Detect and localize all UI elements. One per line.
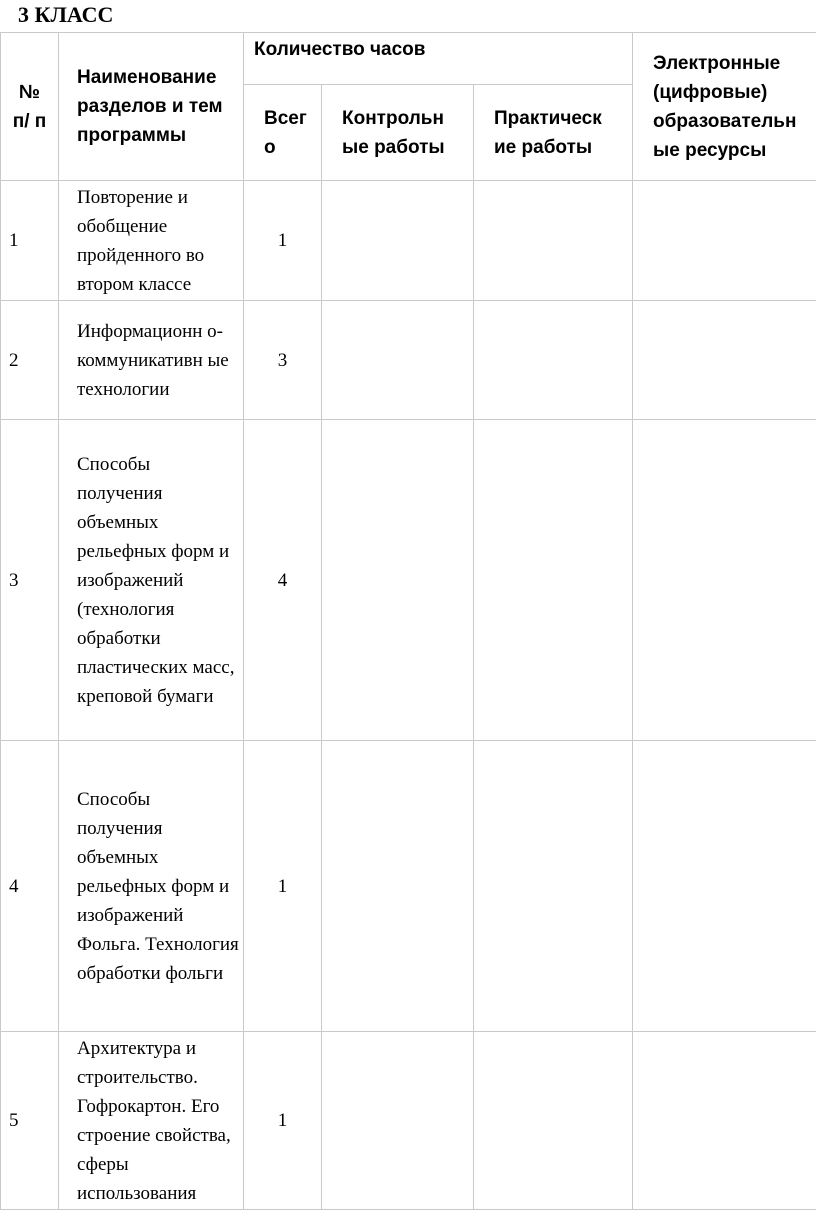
curriculum-table xyxy=(0,32,816,1210)
row-practical xyxy=(474,301,633,420)
row-name: Архитектура и строительство. Гофрокартон. Его строение свойства, сферы использования xyxy=(59,1032,244,1210)
row-resources xyxy=(633,301,816,420)
row-name: Способы получения объемных рельефных форм и изображений (технология обработки пластических масс, креповой бумаги xyxy=(59,420,244,741)
row-control xyxy=(322,1032,474,1210)
row-name: Повторение и обобщение пройденного во втором классе xyxy=(59,181,244,301)
row-total: 3 xyxy=(244,301,322,420)
row-practical xyxy=(474,741,633,1032)
table-row xyxy=(1,1032,816,1210)
row-name: Информационн о-коммуникативн ые технологии xyxy=(59,301,244,420)
header-practical: Практическ ие работы xyxy=(474,85,633,181)
header-control: Контрольн ые работы xyxy=(322,85,474,181)
row-num: 2 xyxy=(1,301,59,420)
row-practical xyxy=(474,1032,633,1210)
row-resources xyxy=(633,420,816,741)
row-resources xyxy=(633,181,816,301)
row-total: 1 xyxy=(244,1032,322,1210)
row-practical xyxy=(474,420,633,741)
row-name: Способы получения объемных рельефных форм и изображений Фольга. Технология обработки фольги xyxy=(59,741,244,1032)
row-num: 1 xyxy=(1,181,59,301)
row-total: 1 xyxy=(244,741,322,1032)
row-resources xyxy=(633,1032,816,1210)
table-row xyxy=(1,181,816,301)
row-resources xyxy=(633,741,816,1032)
header-resources: Электронные (цифровые) образовательн ые ресурсы xyxy=(633,33,816,181)
table-row xyxy=(1,741,816,1032)
row-num: 4 xyxy=(1,741,59,1032)
header-row-top xyxy=(1,33,816,85)
header-total: Всег о xyxy=(244,85,322,181)
row-control xyxy=(322,741,474,1032)
row-control xyxy=(322,301,474,420)
row-control xyxy=(322,181,474,301)
header-num: № п/ п xyxy=(1,33,59,181)
row-control xyxy=(322,420,474,741)
table-row xyxy=(1,301,816,420)
row-total: 4 xyxy=(244,420,322,741)
document-title: 3 КЛАСС xyxy=(18,2,114,27)
table-row xyxy=(1,420,816,741)
row-practical xyxy=(474,181,633,301)
header-name: Наименование разделов и тем программы xyxy=(59,33,244,181)
row-total: 1 xyxy=(244,181,322,301)
row-num: 3 xyxy=(1,420,59,741)
row-num: 5 xyxy=(1,1032,59,1210)
header-hours: Количество часов xyxy=(244,33,633,85)
